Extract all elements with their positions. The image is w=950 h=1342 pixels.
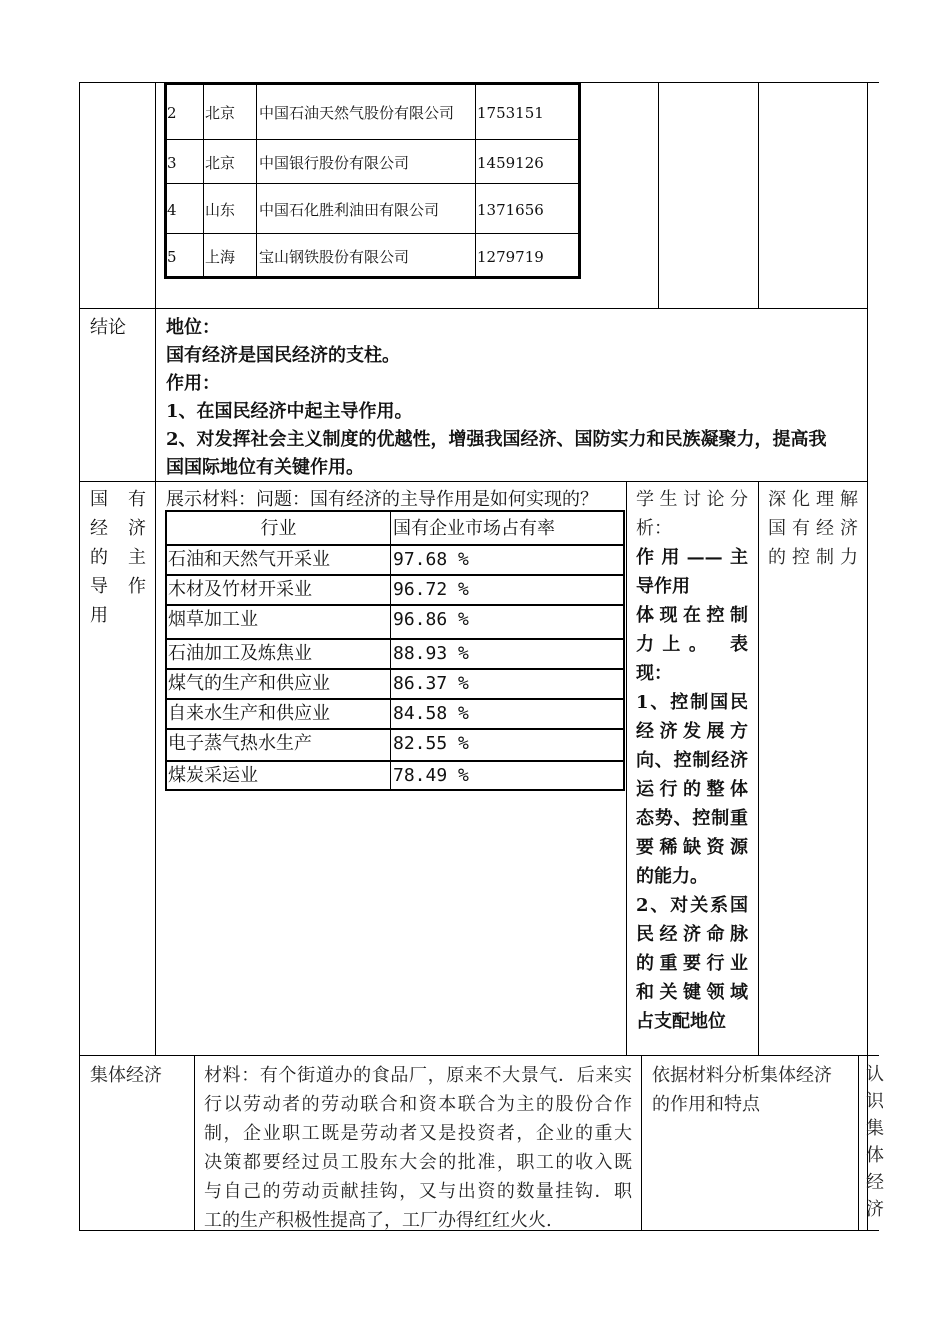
share-cell: 96.86 % <box>393 609 469 630</box>
col-divider <box>203 85 204 276</box>
student-activity <box>636 485 748 1036</box>
activity-line: 作用——主 <box>636 547 748 568</box>
conclusion-label: 结论 <box>90 317 126 338</box>
region-cell: 北京 <box>205 154 236 172</box>
material-line: 制，企业职工既是劳动者又是投资者，企业的重大 <box>204 1123 632 1144</box>
activity-line: 的能力。 <box>636 866 708 887</box>
activity-line: 态势、控制重 <box>636 808 748 829</box>
company-name-cell: 中国石油天然气股份有限公司 <box>259 104 455 122</box>
grid-line <box>758 82 759 308</box>
row-divider <box>167 604 623 606</box>
grid-line <box>758 481 759 1055</box>
activity-line: 1、控制国民 <box>636 692 748 713</box>
material-title: 展示材料：问题：国有经济的主导作用是如何实现的？ <box>166 489 598 510</box>
industry-cell: 烟草加工业 <box>168 609 258 630</box>
industry-cell: 煤炭采运业 <box>168 765 258 786</box>
industry-cell: 木材及竹材开采业 <box>168 579 312 600</box>
share-cell: 96.72 % <box>393 579 469 600</box>
industry-cell: 电子蒸气热水生产 <box>168 733 312 754</box>
rank-cell: 5 <box>167 248 177 266</box>
rank-cell: 4 <box>167 201 177 219</box>
header-industry: 行业 <box>260 518 297 539</box>
grid-line <box>79 1055 879 1056</box>
conclusion-line: 国国际地位有关键作用。 <box>166 457 364 478</box>
region-cell: 北京 <box>205 104 236 122</box>
activity-line: 经济发展方 <box>636 721 748 742</box>
grid-line <box>194 1055 195 1231</box>
activity-line: 体现在控制 <box>636 605 748 626</box>
company-name-cell: 中国银行股份有限公司 <box>259 154 410 172</box>
material-line: 行以劳动者的劳动联合和资本联合为主的股份合作 <box>204 1094 632 1115</box>
activity-line: 民经济命脉 <box>636 924 748 945</box>
revenue-cell: 1371656 <box>477 201 544 219</box>
grid-line <box>658 82 659 308</box>
activity-line: 力上。 表 <box>636 634 748 655</box>
activity-line: 依据材料分析集体经济 <box>652 1065 832 1086</box>
share-cell: 84.58 % <box>393 703 469 724</box>
row-divider <box>167 638 623 640</box>
activity-line: 导作用 <box>636 576 690 597</box>
label-line: 的 主 <box>90 547 146 568</box>
company-ranking-table <box>164 82 581 279</box>
grid-line <box>79 308 868 309</box>
conclusion-line: 作用： <box>166 373 220 394</box>
label-line: 国 有 <box>90 489 146 510</box>
share-cell: 88.93 % <box>393 643 469 664</box>
row-divider <box>167 183 578 184</box>
material-line: 与自己的劳动贡献挂钩，又与出资的数量挂钩．职 <box>204 1181 632 1202</box>
collective-material <box>204 1061 632 1235</box>
conclusion-line: 国有经济是国民经济的支柱。 <box>166 345 400 366</box>
label-line: 经 济 <box>90 518 146 539</box>
grid-line <box>79 82 80 1231</box>
region-cell: 山东 <box>205 201 236 219</box>
activity-line: 2、对关系国 <box>636 895 748 916</box>
collective-activity <box>652 1061 852 1119</box>
grid-line <box>641 1055 642 1231</box>
industry-cell: 石油和天然气开采业 <box>168 549 330 570</box>
activity-line: 要稀缺资源 <box>636 837 748 858</box>
material-line: 材料：有个街道办的食品厂，原来不大景气．后来实 <box>204 1065 632 1086</box>
rank-cell: 3 <box>167 154 177 172</box>
industry-cell: 石油加工及炼焦业 <box>168 643 312 664</box>
row-divider <box>167 698 623 700</box>
industry-share-table <box>165 510 625 791</box>
revenue-cell: 1753151 <box>477 104 544 122</box>
conclusion-line: 2、对发挥社会主义制度的优越性，增强我国经济、国防实力和民族凝聚力，提高我 <box>166 429 827 450</box>
grid-line <box>155 82 156 1055</box>
share-cell: 97.68 % <box>393 549 469 570</box>
col-divider <box>256 85 257 276</box>
conclusion-line: 地位： <box>166 317 220 338</box>
row-divider <box>167 544 623 546</box>
col-divider <box>390 512 391 789</box>
grid-line <box>858 1055 859 1231</box>
company-name-cell: 宝山钢铁股份有限公司 <box>259 248 410 266</box>
activity-line: 现： <box>636 663 672 684</box>
grid-line <box>867 82 868 1231</box>
row-divider <box>167 668 623 670</box>
material-line: 决策都要经过员工股东大会的批准，职工的收入既 <box>204 1152 632 1173</box>
label-line: 用 <box>90 605 108 626</box>
row-divider <box>167 574 623 576</box>
industry-cell: 煤气的生产和供应业 <box>168 673 330 694</box>
label-line: 导 作 <box>90 576 146 597</box>
activity-line: 运行的整体 <box>636 779 748 800</box>
share-cell: 78.49 % <box>393 765 469 786</box>
industry-cell: 自来水生产和供应业 <box>168 703 330 724</box>
activity-line: 的作用和特点 <box>652 1094 760 1115</box>
row-divider <box>167 139 578 140</box>
design-purpose <box>768 485 858 572</box>
purpose-line: 国有经济 <box>768 518 858 539</box>
collective-purpose: 认识集体经济 <box>866 1064 884 1220</box>
region-cell: 上海 <box>205 248 236 266</box>
row-divider <box>167 728 623 730</box>
activity-line: 的重要行业 <box>636 953 748 974</box>
material-line: 工的生产积极性提高了，工厂办得红红火火. <box>204 1210 552 1231</box>
row-divider <box>167 233 578 234</box>
activity-line: 析： <box>636 518 672 539</box>
activity-line: 和关键领域 <box>636 982 748 1003</box>
header-share: 国有企业市场占有率 <box>393 518 555 539</box>
conclusion-line: 1、在国民经济中起主导作用。 <box>166 401 413 422</box>
activity-line: 占支配地位 <box>636 1011 726 1032</box>
purpose-line: 的控制力 <box>768 547 858 568</box>
col-divider <box>475 85 476 276</box>
share-cell: 86.37 % <box>393 673 469 694</box>
share-cell: 82.55 % <box>393 733 469 754</box>
revenue-cell: 1459126 <box>477 154 544 172</box>
row-divider <box>167 760 623 762</box>
rank-cell: 2 <box>167 104 177 122</box>
company-name-cell: 中国石化胜利油田有限公司 <box>259 201 440 219</box>
activity-line: 向、控制经济 <box>636 750 748 771</box>
revenue-cell: 1279719 <box>477 248 544 266</box>
grid-line <box>626 481 627 1055</box>
collective-label: 集体经济 <box>90 1065 162 1086</box>
activity-line: 学生讨论分 <box>636 489 748 510</box>
purpose-line: 深化理解 <box>768 489 858 510</box>
